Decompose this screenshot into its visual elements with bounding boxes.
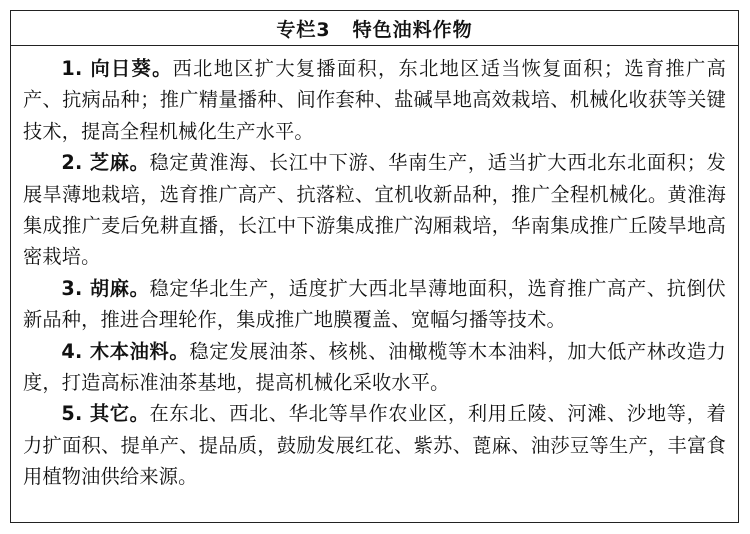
item-text: 稳定黄淮海、长江中下游、华南生产，适当扩大西北东北面积；发展旱薄地栽培，选育推广高产、抗落粒、宜机收新品种，推广全程机械化。黄淮海集成推广麦后免耕直播，长江中下游集成推广沟厢栽培，华南集成推广丘陵旱地高密栽培。: [23, 151, 726, 269]
item-lead: 2. 芝麻。: [61, 151, 150, 175]
column-title: 特色油料作物: [352, 18, 473, 41]
item-sunflower: [23, 53, 726, 147]
item-woody-oil: [23, 336, 726, 399]
item-lead: 4. 木本油料。: [61, 339, 190, 363]
item-flax: [23, 273, 726, 336]
item-lead: 5. 其它。: [61, 402, 150, 426]
column-header: [11, 11, 738, 46]
item-text: 在东北、西北、华北等旱作农业区，利用丘陵、河滩、沙地等，着力扩面积、提单产、提品质，鼓励发展红花、紫苏、蓖麻、油莎豆等生产，丰富食用植物油供给来源。: [23, 402, 726, 489]
special-column-box: [10, 10, 739, 523]
column-number: 专栏3: [276, 18, 331, 41]
item-sesame: [23, 147, 726, 273]
item-lead: 3. 胡麻。: [61, 276, 150, 300]
item-lead: 1. 向日葵。: [61, 57, 173, 80]
column-content: [11, 46, 738, 493]
item-text: 稳定华北生产，适度扩大西北旱薄地面积，选育推广高产、抗倒伏新品种，推进合理轮作，集成推广地膜覆盖、宽幅匀播等技术。: [23, 276, 726, 332]
item-others: [23, 398, 726, 492]
item-text: 稳定发展油茶、核桃、油橄榄等木本油料，加大低产林改造力度，打造高标准油茶基地，提高机械化采收水平。: [23, 339, 727, 395]
item-text: 西北地区扩大复播面积，东北地区适当恢复面积；选育推广高产、抗病品种；推广精量播种、间作套种、盐碱旱地高效栽培、机械化收获等关键技术，提高全程机械化生产水平。: [23, 57, 726, 143]
